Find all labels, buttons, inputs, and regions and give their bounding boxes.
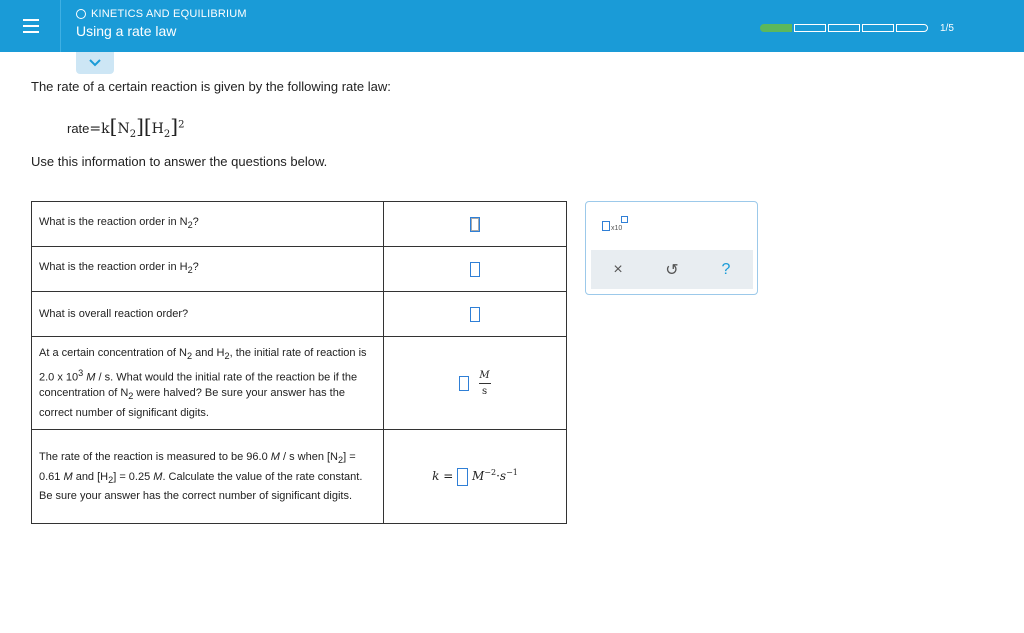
rate-subscript-1: 2 xyxy=(129,128,137,140)
rate-unit xyxy=(479,370,491,397)
question-3-text: What is overall reaction order? xyxy=(32,292,384,337)
k-exponent-m: −2 xyxy=(484,468,497,477)
questions-table xyxy=(31,201,567,524)
rate-constant: k xyxy=(101,121,110,137)
rate-law-equation: $rate=k[N_2][H_2]^2$ xyxy=(67,114,185,140)
progress-segment xyxy=(760,24,792,32)
rate-exponent: 2 xyxy=(178,119,185,131)
progress-segment xyxy=(862,24,894,32)
progress-segment xyxy=(896,24,928,32)
clear-button[interactable] xyxy=(606,258,630,282)
progress-count: 1/5 xyxy=(940,23,954,34)
math-tool-panel xyxy=(585,201,758,295)
help-icon: ? xyxy=(721,260,731,278)
rate-label: rate xyxy=(67,121,90,136)
unit-numerator: M xyxy=(479,369,490,381)
intro-text: The rate of a certain reaction is given by the following rate law: xyxy=(31,79,391,94)
answer-cell-3 xyxy=(384,292,567,337)
undo-icon: ↺ xyxy=(665,261,679,279)
help-button[interactable] xyxy=(714,258,738,282)
k-label: k xyxy=(432,469,440,483)
answer-cell-5 xyxy=(384,430,567,524)
question-4-text: At a certain concentration of $N_2$ and $H_2$, the initial rate of reaction is 2.0 x $10^3$ M / s. What would the initial rate of the reaction be if the concentration of $N_2$ were halved? Be sure your answer has the correct number of significant digits. xyxy=(32,337,384,430)
x10-label: x10 xyxy=(611,225,623,232)
undo-button[interactable] xyxy=(660,258,684,282)
k-unit-s: s xyxy=(499,469,507,483)
answer-cell-2 xyxy=(384,247,567,292)
rate-constant-equation xyxy=(432,469,518,483)
panel-toolbar xyxy=(591,250,753,289)
k-equals: = xyxy=(443,469,454,483)
overall-order-input[interactable] xyxy=(470,307,480,322)
topic-circle-icon xyxy=(76,9,86,19)
question-5-text: The rate of the reaction is measured to be 96.0 M / s when $[N_2] = 0.61$ M and $[H_2] = 0.25$ M. Calculate the value of the rate constant. Be sure your answer has the correct number of significant digits. xyxy=(32,430,384,524)
progress-bar xyxy=(760,24,930,32)
answer-cell-1 xyxy=(384,202,567,247)
k-unit-m: M xyxy=(471,469,485,483)
rate-constant-input[interactable] xyxy=(457,468,468,486)
order-h2-input[interactable] xyxy=(470,262,480,277)
table-row xyxy=(32,202,567,247)
table-row xyxy=(32,292,567,337)
rate-species-2: H xyxy=(151,121,164,137)
progress-segment xyxy=(828,24,860,32)
topic-header[interactable] xyxy=(76,8,247,20)
chevron-down-icon xyxy=(89,59,101,67)
initial-rate-input[interactable] xyxy=(459,376,469,391)
rate-subscript-2: 2 xyxy=(163,128,171,140)
page-title: Using a rate law xyxy=(76,23,177,39)
collapse-toggle[interactable] xyxy=(76,52,114,74)
topic-label: KINETICS AND EQUILIBRIUM xyxy=(91,8,247,20)
top-bar xyxy=(0,0,1024,52)
order-n2-input[interactable] xyxy=(470,217,480,232)
mantissa-box-icon xyxy=(602,221,610,231)
progress-segment xyxy=(794,24,826,32)
k-dot: · xyxy=(496,469,500,483)
menu-divider xyxy=(60,0,61,52)
close-icon: × xyxy=(613,260,623,278)
table-row xyxy=(32,337,567,430)
rate-equals: = xyxy=(89,121,102,137)
rate-species-1: N xyxy=(117,121,130,137)
table-row xyxy=(32,430,567,524)
instruction-text: Use this information to answer the questions below. xyxy=(31,154,328,169)
answer-cell-4 xyxy=(384,337,567,430)
question-1-text: What is the reaction order in $N_2$? xyxy=(32,202,384,247)
table-row xyxy=(32,247,567,292)
exponent-box-icon xyxy=(621,216,628,223)
unit-denominator: s xyxy=(481,385,488,397)
k-exponent-s: −1 xyxy=(506,468,518,477)
menu-button[interactable] xyxy=(13,10,49,42)
question-2-text: What is the reaction order in $H_2$? xyxy=(32,247,384,292)
